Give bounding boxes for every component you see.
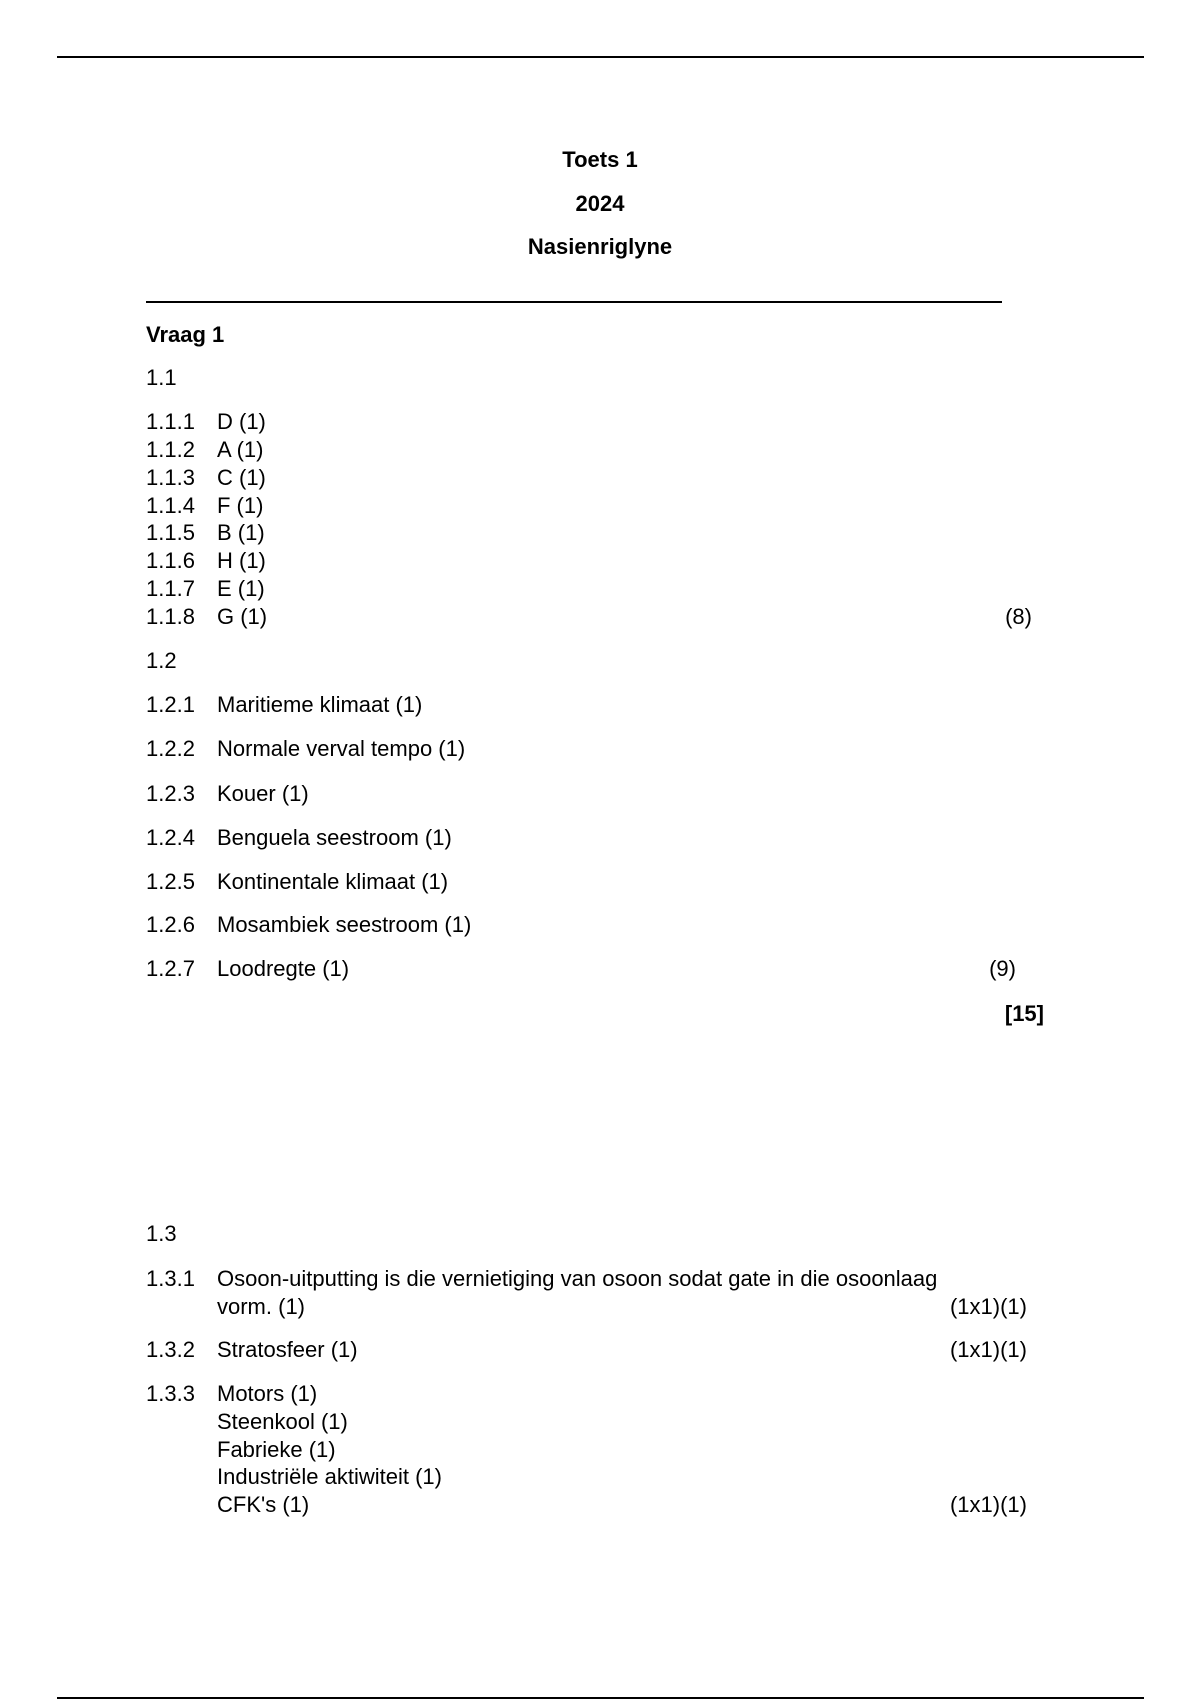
item-answer: Stratosfeer (1) — [217, 1337, 358, 1362]
item-mark: (1x1)(1) — [949, 1337, 1027, 1362]
question-heading: Vraag 1 — [146, 322, 225, 347]
grand-total: [15] — [1004, 1001, 1044, 1026]
section-number: 1.2 — [146, 648, 177, 673]
item-number: 1.1.6 — [146, 548, 195, 573]
item-answer: Fabrieke (1) — [217, 1437, 336, 1462]
item-answer: G (1) — [217, 604, 268, 629]
page-subtitle: Nasienriglyne — [527, 234, 673, 259]
item-number: 1.2.2 — [146, 736, 195, 761]
item-number: 1.2.3 — [146, 781, 195, 806]
section-number: 1.3 — [146, 1221, 177, 1246]
item-number: 1.3.2 — [146, 1337, 195, 1362]
item-answer: Normale verval tempo (1) — [217, 736, 466, 761]
item-answer: D (1) — [217, 409, 266, 434]
item-answer: Loodregte (1) — [217, 956, 350, 981]
item-answer: Maritieme klimaat (1) — [217, 692, 423, 717]
header-divider — [146, 301, 1002, 303]
item-answer: Steenkool (1) — [217, 1409, 348, 1434]
section-total: (8) — [1005, 604, 1032, 629]
bottom-rule — [57, 1697, 1144, 1699]
item-number: 1.1.4 — [146, 493, 195, 518]
year-label: 2024 — [575, 191, 625, 216]
item-number: 1.3.3 — [146, 1381, 195, 1406]
top-rule — [57, 56, 1144, 58]
item-mark: (1x1)(1) — [949, 1294, 1027, 1319]
item-number: 1.2.5 — [146, 869, 195, 894]
item-answer: Motors (1) — [217, 1381, 318, 1406]
page-title: Toets 1 — [562, 147, 638, 172]
item-answer: F (1) — [217, 493, 264, 518]
item-number: 1.1.5 — [146, 520, 195, 545]
item-answer: Osoon-uitputting is die vernietiging van osoon sodat gate in die osoonlaag — [217, 1266, 938, 1291]
item-number: 1.1.7 — [146, 576, 195, 601]
item-number: 1.3.1 — [146, 1266, 195, 1291]
item-number: 1.2.6 — [146, 912, 195, 937]
item-answer: H (1) — [217, 548, 266, 573]
item-answer: CFK's (1) — [217, 1492, 310, 1517]
item-answer: A (1) — [217, 437, 264, 462]
item-number: 1.2.4 — [146, 825, 195, 850]
item-answer: Mosambiek seestroom (1) — [217, 912, 472, 937]
item-answer: Kouer (1) — [217, 781, 309, 806]
item-number: 1.2.1 — [146, 692, 195, 717]
item-mark: (1x1)(1) — [949, 1492, 1027, 1517]
item-number: 1.1.1 — [146, 409, 195, 434]
item-number: 1.1.2 — [146, 437, 195, 462]
item-number: 1.1.3 — [146, 465, 195, 490]
item-number: 1.2.7 — [146, 956, 195, 981]
item-answer: Industriële aktiwiteit (1) — [217, 1464, 442, 1489]
item-number: 1.1.8 — [146, 604, 195, 629]
item-answer: E (1) — [217, 576, 265, 601]
section-number: 1.1 — [146, 365, 177, 390]
item-answer-continued: vorm. (1) — [217, 1294, 305, 1319]
item-answer: Kontinentale klimaat (1) — [217, 869, 449, 894]
item-answer: Benguela seestroom (1) — [217, 825, 452, 850]
item-answer: B (1) — [217, 520, 265, 545]
section-total: (9) — [989, 956, 1016, 981]
item-answer: C (1) — [217, 465, 266, 490]
